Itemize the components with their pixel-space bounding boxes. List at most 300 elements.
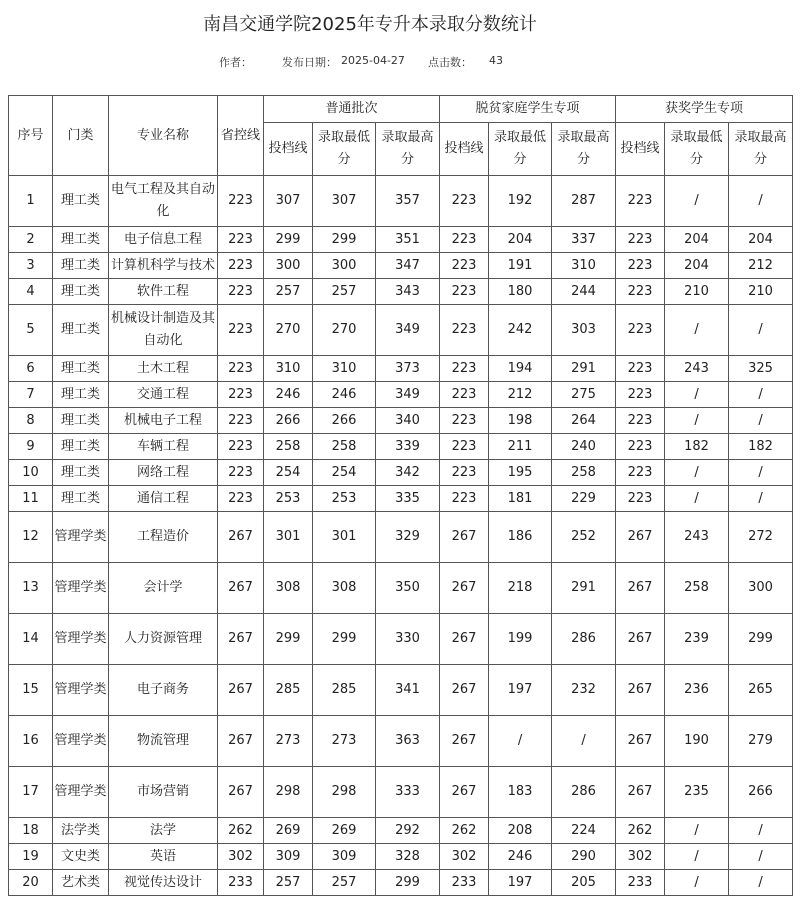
cell-normal-min: 258 bbox=[313, 434, 376, 460]
cell-award-max: / bbox=[729, 460, 793, 486]
cell-normal-max: 350 bbox=[376, 563, 440, 614]
cell-control-line: 302 bbox=[218, 844, 264, 870]
cell-seq: 4 bbox=[9, 279, 53, 305]
cell-category: 管理学类 bbox=[53, 563, 109, 614]
cell-seq: 11 bbox=[9, 486, 53, 512]
cell-poverty-max: 232 bbox=[552, 665, 616, 716]
cell-normal-tou-dang: 258 bbox=[264, 434, 313, 460]
cell-seq: 14 bbox=[9, 614, 53, 665]
cell-poverty-tou-dang: 223 bbox=[440, 253, 489, 279]
cell-category: 艺术类 bbox=[53, 870, 109, 896]
cell-award-min: / bbox=[665, 870, 729, 896]
cell-award-max: / bbox=[729, 844, 793, 870]
cell-award-max: 265 bbox=[729, 665, 793, 716]
cell-normal-min: 266 bbox=[313, 408, 376, 434]
cell-award-min: 239 bbox=[665, 614, 729, 665]
cell-award-tou-dang: 267 bbox=[616, 512, 665, 563]
cell-poverty-max: 244 bbox=[552, 279, 616, 305]
table-body bbox=[9, 176, 793, 896]
cell-award-tou-dang: 223 bbox=[616, 176, 665, 227]
cell-seq: 2 bbox=[9, 227, 53, 253]
cell-seq: 12 bbox=[9, 512, 53, 563]
cell-poverty-max: 291 bbox=[552, 356, 616, 382]
cell-category: 理工类 bbox=[53, 356, 109, 382]
table-row bbox=[9, 563, 793, 614]
cell-category: 理工类 bbox=[53, 227, 109, 253]
cell-normal-max: 335 bbox=[376, 486, 440, 512]
table-row bbox=[9, 870, 793, 896]
cell-seq: 5 bbox=[9, 305, 53, 356]
cell-poverty-min: 211 bbox=[489, 434, 552, 460]
cell-award-max: 272 bbox=[729, 512, 793, 563]
cell-poverty-tou-dang: 223 bbox=[440, 305, 489, 356]
cell-normal-min: 269 bbox=[313, 818, 376, 844]
cell-award-max: / bbox=[729, 305, 793, 356]
cell-normal-min: 246 bbox=[313, 382, 376, 408]
cell-normal-max: 299 bbox=[376, 870, 440, 896]
cell-normal-max: 339 bbox=[376, 434, 440, 460]
cell-award-max: / bbox=[729, 408, 793, 434]
cell-seq: 15 bbox=[9, 665, 53, 716]
table-row bbox=[9, 434, 793, 460]
cell-major: 人力资源管理 bbox=[109, 614, 218, 665]
cell-award-tou-dang: 302 bbox=[616, 844, 665, 870]
cell-award-min: / bbox=[665, 176, 729, 227]
cell-poverty-max: 303 bbox=[552, 305, 616, 356]
cell-award-min: 243 bbox=[665, 512, 729, 563]
cell-award-tou-dang: 267 bbox=[616, 716, 665, 767]
cell-award-tou-dang: 223 bbox=[616, 486, 665, 512]
cell-category: 理工类 bbox=[53, 408, 109, 434]
header-poverty-min: 录取最低分 bbox=[489, 123, 552, 176]
cell-control-line: 223 bbox=[218, 460, 264, 486]
header-award-tou-dang: 投档线 bbox=[616, 123, 665, 176]
cell-major: 软件工程 bbox=[109, 279, 218, 305]
cell-normal-min: 253 bbox=[313, 486, 376, 512]
views-label: 点击数： bbox=[428, 56, 472, 69]
cell-poverty-tou-dang: 267 bbox=[440, 614, 489, 665]
cell-poverty-max: / bbox=[552, 716, 616, 767]
cell-normal-tou-dang: 308 bbox=[264, 563, 313, 614]
header-normal-max: 录取最高分 bbox=[376, 123, 440, 176]
cell-major: 机械电子工程 bbox=[109, 408, 218, 434]
cell-control-line: 223 bbox=[218, 305, 264, 356]
cell-normal-tou-dang: 299 bbox=[264, 614, 313, 665]
cell-award-tou-dang: 267 bbox=[616, 665, 665, 716]
table-row bbox=[9, 305, 793, 356]
cell-poverty-min: 197 bbox=[489, 870, 552, 896]
cell-poverty-max: 229 bbox=[552, 486, 616, 512]
cell-normal-tou-dang: 309 bbox=[264, 844, 313, 870]
cell-award-max: / bbox=[729, 176, 793, 227]
cell-award-max: 279 bbox=[729, 716, 793, 767]
cell-award-tou-dang: 262 bbox=[616, 818, 665, 844]
page-title: 南昌交通学院2025年专升本录取分数统计 bbox=[203, 14, 537, 35]
header-normal-min: 录取最低分 bbox=[313, 123, 376, 176]
cell-normal-max: 341 bbox=[376, 665, 440, 716]
header-group-award: 获奖学生专项 bbox=[616, 96, 793, 123]
cell-poverty-tou-dang: 267 bbox=[440, 512, 489, 563]
cell-award-min: 258 bbox=[665, 563, 729, 614]
cell-category: 理工类 bbox=[53, 176, 109, 227]
cell-major: 电子商务 bbox=[109, 665, 218, 716]
cell-poverty-max: 240 bbox=[552, 434, 616, 460]
table-row bbox=[9, 408, 793, 434]
cell-award-min: / bbox=[665, 305, 729, 356]
cell-poverty-tou-dang: 267 bbox=[440, 563, 489, 614]
cell-poverty-min: 191 bbox=[489, 253, 552, 279]
cell-poverty-min: 195 bbox=[489, 460, 552, 486]
cell-major: 会计学 bbox=[109, 563, 218, 614]
cell-category: 法学类 bbox=[53, 818, 109, 844]
cell-normal-tou-dang: 246 bbox=[264, 382, 313, 408]
cell-seq: 9 bbox=[9, 434, 53, 460]
cell-normal-max: 292 bbox=[376, 818, 440, 844]
cell-poverty-min: 242 bbox=[489, 305, 552, 356]
cell-award-max: 299 bbox=[729, 614, 793, 665]
cell-award-min: / bbox=[665, 486, 729, 512]
cell-poverty-min: 181 bbox=[489, 486, 552, 512]
cell-poverty-max: 264 bbox=[552, 408, 616, 434]
cell-major: 土木工程 bbox=[109, 356, 218, 382]
cell-poverty-tou-dang: 262 bbox=[440, 818, 489, 844]
cell-seq: 20 bbox=[9, 870, 53, 896]
cell-normal-min: 299 bbox=[313, 614, 376, 665]
cell-award-min: 210 bbox=[665, 279, 729, 305]
cell-control-line: 223 bbox=[218, 382, 264, 408]
cell-poverty-min: 194 bbox=[489, 356, 552, 382]
cell-control-line: 267 bbox=[218, 665, 264, 716]
table-row bbox=[9, 227, 793, 253]
cell-poverty-tou-dang: 223 bbox=[440, 227, 489, 253]
cell-category: 管理学类 bbox=[53, 512, 109, 563]
cell-award-max: 266 bbox=[729, 767, 793, 818]
cell-seq: 16 bbox=[9, 716, 53, 767]
cell-control-line: 267 bbox=[218, 563, 264, 614]
cell-award-tou-dang: 223 bbox=[616, 460, 665, 486]
cell-category: 理工类 bbox=[53, 305, 109, 356]
header-major: 专业名称 bbox=[109, 96, 218, 176]
cell-award-min: 235 bbox=[665, 767, 729, 818]
cell-poverty-min: 192 bbox=[489, 176, 552, 227]
header-poverty-max: 录取最高分 bbox=[552, 123, 616, 176]
cell-normal-tou-dang: 301 bbox=[264, 512, 313, 563]
cell-poverty-tou-dang: 223 bbox=[440, 279, 489, 305]
cell-category: 理工类 bbox=[53, 279, 109, 305]
cell-poverty-max: 290 bbox=[552, 844, 616, 870]
cell-award-min: / bbox=[665, 408, 729, 434]
cell-poverty-max: 286 bbox=[552, 614, 616, 665]
cell-normal-min: 257 bbox=[313, 279, 376, 305]
cell-normal-tou-dang: 310 bbox=[264, 356, 313, 382]
cell-normal-min: 300 bbox=[313, 253, 376, 279]
cell-award-tou-dang: 223 bbox=[616, 434, 665, 460]
cell-normal-min: 285 bbox=[313, 665, 376, 716]
cell-poverty-tou-dang: 223 bbox=[440, 486, 489, 512]
cell-poverty-tou-dang: 267 bbox=[440, 716, 489, 767]
cell-control-line: 223 bbox=[218, 434, 264, 460]
cell-poverty-max: 252 bbox=[552, 512, 616, 563]
cell-award-min: 182 bbox=[665, 434, 729, 460]
cell-normal-min: 299 bbox=[313, 227, 376, 253]
cell-poverty-max: 287 bbox=[552, 176, 616, 227]
cell-normal-max: 351 bbox=[376, 227, 440, 253]
cell-control-line: 267 bbox=[218, 767, 264, 818]
header-poverty-tou-dang: 投档线 bbox=[440, 123, 489, 176]
cell-poverty-max: 286 bbox=[552, 767, 616, 818]
cell-seq: 13 bbox=[9, 563, 53, 614]
cell-normal-min: 307 bbox=[313, 176, 376, 227]
cell-normal-tou-dang: 299 bbox=[264, 227, 313, 253]
cell-award-min: / bbox=[665, 844, 729, 870]
cell-seq: 8 bbox=[9, 408, 53, 434]
cell-poverty-max: 275 bbox=[552, 382, 616, 408]
table-row bbox=[9, 665, 793, 716]
cell-seq: 7 bbox=[9, 382, 53, 408]
cell-award-max: 204 bbox=[729, 227, 793, 253]
cell-control-line: 223 bbox=[218, 279, 264, 305]
header-control-line: 省控线 bbox=[218, 96, 264, 176]
cell-normal-min: 301 bbox=[313, 512, 376, 563]
cell-normal-min: 254 bbox=[313, 460, 376, 486]
cell-normal-max: 343 bbox=[376, 279, 440, 305]
cell-normal-tou-dang: 254 bbox=[264, 460, 313, 486]
cell-normal-max: 347 bbox=[376, 253, 440, 279]
cell-poverty-min: 197 bbox=[489, 665, 552, 716]
cell-award-tou-dang: 233 bbox=[616, 870, 665, 896]
cell-poverty-tou-dang: 223 bbox=[440, 176, 489, 227]
cell-major: 网络工程 bbox=[109, 460, 218, 486]
cell-normal-tou-dang: 300 bbox=[264, 253, 313, 279]
cell-award-max: 300 bbox=[729, 563, 793, 614]
admission-score-table bbox=[8, 95, 793, 896]
cell-poverty-tou-dang: 223 bbox=[440, 356, 489, 382]
cell-seq: 10 bbox=[9, 460, 53, 486]
cell-award-min: / bbox=[665, 460, 729, 486]
cell-control-line: 267 bbox=[218, 614, 264, 665]
cell-award-min: 190 bbox=[665, 716, 729, 767]
cell-control-line: 262 bbox=[218, 818, 264, 844]
cell-award-tou-dang: 223 bbox=[616, 382, 665, 408]
cell-normal-max: 333 bbox=[376, 767, 440, 818]
cell-control-line: 223 bbox=[218, 408, 264, 434]
cell-seq: 18 bbox=[9, 818, 53, 844]
cell-category: 管理学类 bbox=[53, 767, 109, 818]
cell-normal-tou-dang: 285 bbox=[264, 665, 313, 716]
cell-award-tou-dang: 223 bbox=[616, 253, 665, 279]
cell-normal-min: 309 bbox=[313, 844, 376, 870]
cell-control-line: 223 bbox=[218, 486, 264, 512]
cell-award-max: / bbox=[729, 382, 793, 408]
cell-normal-tou-dang: 257 bbox=[264, 279, 313, 305]
cell-poverty-max: 291 bbox=[552, 563, 616, 614]
cell-poverty-tou-dang: 223 bbox=[440, 434, 489, 460]
cell-normal-min: 273 bbox=[313, 716, 376, 767]
cell-award-max: / bbox=[729, 818, 793, 844]
cell-poverty-max: 337 bbox=[552, 227, 616, 253]
header-normal-tou-dang: 投档线 bbox=[264, 123, 313, 176]
cell-poverty-min: 186 bbox=[489, 512, 552, 563]
cell-award-max: / bbox=[729, 486, 793, 512]
cell-poverty-max: 258 bbox=[552, 460, 616, 486]
table-row bbox=[9, 253, 793, 279]
cell-normal-max: 349 bbox=[376, 382, 440, 408]
header-group-poverty: 脱贫家庭学生专项 bbox=[440, 96, 616, 123]
table-row bbox=[9, 460, 793, 486]
cell-normal-min: 298 bbox=[313, 767, 376, 818]
cell-normal-max: 363 bbox=[376, 716, 440, 767]
cell-poverty-min: 199 bbox=[489, 614, 552, 665]
header-award-max: 录取最高分 bbox=[729, 123, 793, 176]
cell-major: 法学 bbox=[109, 818, 218, 844]
cell-major: 视觉传达设计 bbox=[109, 870, 218, 896]
cell-award-tou-dang: 267 bbox=[616, 563, 665, 614]
table-row bbox=[9, 356, 793, 382]
cell-poverty-max: 224 bbox=[552, 818, 616, 844]
cell-award-tou-dang: 267 bbox=[616, 767, 665, 818]
cell-control-line: 223 bbox=[218, 356, 264, 382]
table-row bbox=[9, 279, 793, 305]
cell-award-max: / bbox=[729, 870, 793, 896]
cell-normal-tou-dang: 307 bbox=[264, 176, 313, 227]
cell-poverty-tou-dang: 223 bbox=[440, 460, 489, 486]
cell-normal-max: 330 bbox=[376, 614, 440, 665]
cell-award-tou-dang: 223 bbox=[616, 356, 665, 382]
cell-major: 车辆工程 bbox=[109, 434, 218, 460]
cell-poverty-min: 198 bbox=[489, 408, 552, 434]
cell-major: 市场营销 bbox=[109, 767, 218, 818]
date-value: 2025-04-27 bbox=[341, 54, 405, 67]
cell-category: 理工类 bbox=[53, 460, 109, 486]
cell-major: 物流管理 bbox=[109, 716, 218, 767]
cell-major: 电子信息工程 bbox=[109, 227, 218, 253]
cell-award-max: 325 bbox=[729, 356, 793, 382]
table-row bbox=[9, 176, 793, 227]
cell-award-min: 243 bbox=[665, 356, 729, 382]
cell-category: 理工类 bbox=[53, 382, 109, 408]
date-label: 发布日期： bbox=[282, 56, 337, 69]
cell-normal-tou-dang: 269 bbox=[264, 818, 313, 844]
cell-category: 管理学类 bbox=[53, 665, 109, 716]
cell-poverty-min: / bbox=[489, 716, 552, 767]
cell-seq: 1 bbox=[9, 176, 53, 227]
cell-award-min: / bbox=[665, 382, 729, 408]
cell-normal-tou-dang: 298 bbox=[264, 767, 313, 818]
cell-poverty-max: 310 bbox=[552, 253, 616, 279]
cell-seq: 6 bbox=[9, 356, 53, 382]
cell-control-line: 267 bbox=[218, 716, 264, 767]
cell-poverty-min: 183 bbox=[489, 767, 552, 818]
cell-normal-min: 310 bbox=[313, 356, 376, 382]
header-group-normal: 普通批次 bbox=[264, 96, 440, 123]
cell-major: 通信工程 bbox=[109, 486, 218, 512]
cell-control-line: 233 bbox=[218, 870, 264, 896]
author-label: 作者： bbox=[219, 56, 252, 69]
cell-poverty-tou-dang: 267 bbox=[440, 665, 489, 716]
cell-award-max: 182 bbox=[729, 434, 793, 460]
cell-category: 理工类 bbox=[53, 434, 109, 460]
cell-control-line: 223 bbox=[218, 176, 264, 227]
cell-award-tou-dang: 223 bbox=[616, 305, 665, 356]
cell-category: 理工类 bbox=[53, 253, 109, 279]
cell-normal-min: 257 bbox=[313, 870, 376, 896]
cell-poverty-tou-dang: 302 bbox=[440, 844, 489, 870]
cell-category: 管理学类 bbox=[53, 716, 109, 767]
table-row bbox=[9, 716, 793, 767]
cell-normal-max: 357 bbox=[376, 176, 440, 227]
cell-poverty-max: 205 bbox=[552, 870, 616, 896]
cell-major: 英语 bbox=[109, 844, 218, 870]
cell-major: 工程造价 bbox=[109, 512, 218, 563]
cell-normal-max: 342 bbox=[376, 460, 440, 486]
cell-award-min: 236 bbox=[665, 665, 729, 716]
cell-poverty-min: 218 bbox=[489, 563, 552, 614]
table-row bbox=[9, 512, 793, 563]
cell-award-min: / bbox=[665, 818, 729, 844]
cell-major: 电气工程及其自动化 bbox=[109, 176, 218, 227]
header-category: 门类 bbox=[53, 96, 109, 176]
table-row bbox=[9, 818, 793, 844]
cell-award-tou-dang: 223 bbox=[616, 408, 665, 434]
table-row bbox=[9, 486, 793, 512]
cell-normal-tou-dang: 253 bbox=[264, 486, 313, 512]
cell-normal-max: 329 bbox=[376, 512, 440, 563]
cell-normal-tou-dang: 266 bbox=[264, 408, 313, 434]
cell-normal-max: 373 bbox=[376, 356, 440, 382]
cell-poverty-tou-dang: 223 bbox=[440, 408, 489, 434]
cell-seq: 3 bbox=[9, 253, 53, 279]
cell-normal-max: 340 bbox=[376, 408, 440, 434]
cell-award-tou-dang: 223 bbox=[616, 279, 665, 305]
cell-major: 交通工程 bbox=[109, 382, 218, 408]
cell-control-line: 267 bbox=[218, 512, 264, 563]
cell-poverty-tou-dang: 223 bbox=[440, 382, 489, 408]
cell-normal-tou-dang: 270 bbox=[264, 305, 313, 356]
table-row bbox=[9, 844, 793, 870]
cell-poverty-min: 212 bbox=[489, 382, 552, 408]
cell-poverty-tou-dang: 267 bbox=[440, 767, 489, 818]
table-row bbox=[9, 614, 793, 665]
cell-poverty-min: 180 bbox=[489, 279, 552, 305]
cell-major: 计算机科学与技术 bbox=[109, 253, 218, 279]
cell-award-min: 204 bbox=[665, 227, 729, 253]
cell-normal-min: 308 bbox=[313, 563, 376, 614]
cell-award-min: 204 bbox=[665, 253, 729, 279]
cell-normal-min: 270 bbox=[313, 305, 376, 356]
cell-award-tou-dang: 223 bbox=[616, 227, 665, 253]
cell-control-line: 223 bbox=[218, 253, 264, 279]
cell-major: 机械设计制造及其自动化 bbox=[109, 305, 218, 356]
cell-poverty-tou-dang: 233 bbox=[440, 870, 489, 896]
header-award-min: 录取最低分 bbox=[665, 123, 729, 176]
cell-award-max: 210 bbox=[729, 279, 793, 305]
header-seq: 序号 bbox=[9, 96, 53, 176]
table-row bbox=[9, 382, 793, 408]
cell-category: 理工类 bbox=[53, 486, 109, 512]
cell-award-max: 212 bbox=[729, 253, 793, 279]
cell-poverty-min: 246 bbox=[489, 844, 552, 870]
cell-seq: 19 bbox=[9, 844, 53, 870]
cell-normal-tou-dang: 257 bbox=[264, 870, 313, 896]
cell-award-tou-dang: 267 bbox=[616, 614, 665, 665]
cell-poverty-min: 204 bbox=[489, 227, 552, 253]
cell-normal-max: 349 bbox=[376, 305, 440, 356]
cell-normal-tou-dang: 273 bbox=[264, 716, 313, 767]
table-row bbox=[9, 767, 793, 818]
cell-normal-max: 328 bbox=[376, 844, 440, 870]
cell-category: 文史类 bbox=[53, 844, 109, 870]
views-count: 43 bbox=[489, 54, 503, 67]
